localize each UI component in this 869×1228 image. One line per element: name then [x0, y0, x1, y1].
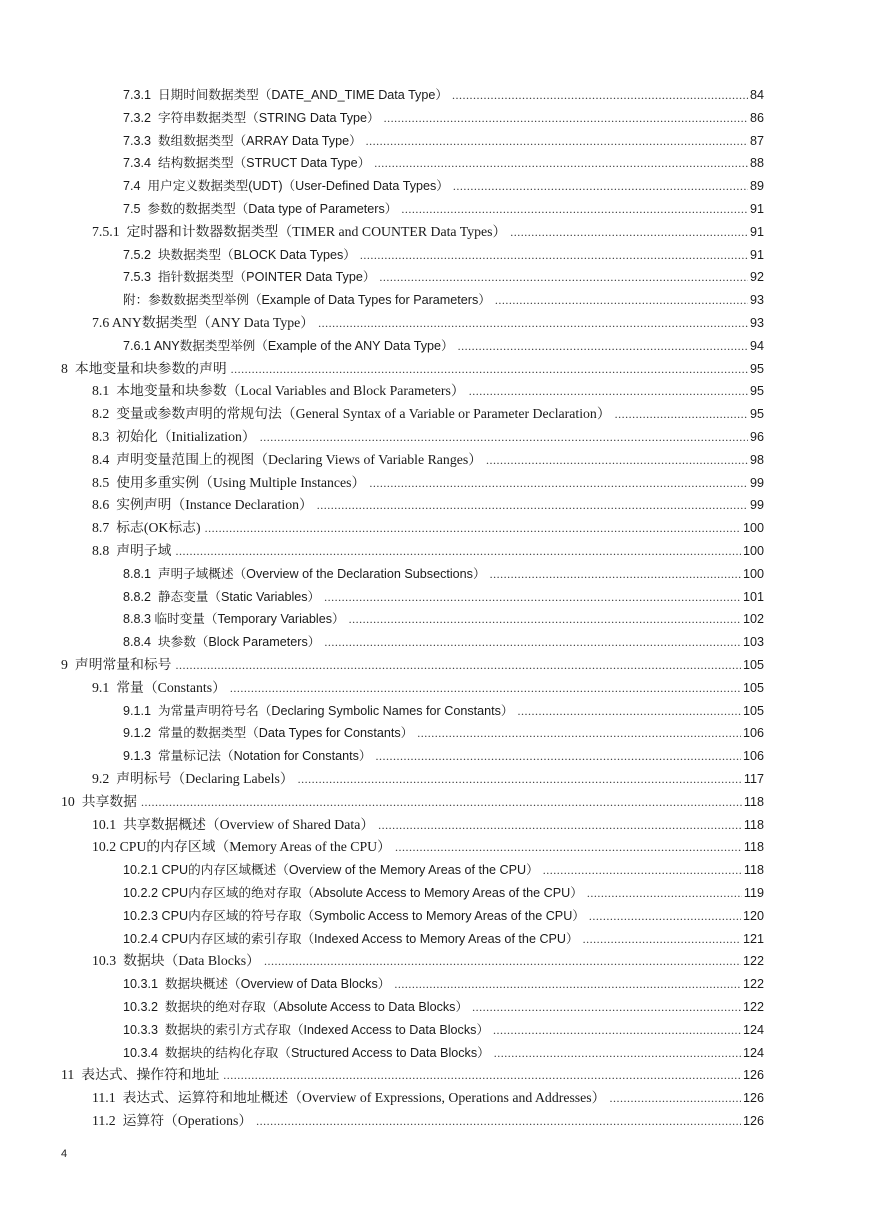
toc-entry-title: 块参数（Block Parameters） — [158, 635, 321, 650]
toc-entry-title: 10.2.1 CPU的内存区域概述（Overview of the Memory Areas of the CPU） — [123, 863, 539, 878]
dot-leader — [375, 745, 741, 767]
toc-entry[interactable] — [123, 700, 764, 722]
toc-entry[interactable] — [123, 107, 764, 129]
toc-entry[interactable] — [123, 1019, 764, 1041]
dot-leader — [317, 494, 748, 516]
toc-entry-number: 10.3.2 — [123, 1000, 159, 1014]
dot-leader — [366, 130, 748, 152]
toc-entry-title: 实例声明（Instance Declaration） — [116, 497, 313, 513]
toc-entry-page: 86 — [749, 110, 764, 125]
toc-entry-page: 120 — [742, 908, 764, 923]
toc-entry-page: 96 — [749, 430, 764, 444]
toc-entry-number: 9.1.3 — [123, 749, 152, 764]
dot-leader — [264, 950, 741, 972]
toc-entry-number: 8 — [61, 360, 68, 376]
dot-leader — [472, 996, 741, 1018]
dot-leader — [230, 677, 741, 699]
toc-entry[interactable] — [123, 905, 764, 927]
toc-entry[interactable] — [92, 814, 764, 836]
toc-entry-page: 106 — [742, 749, 764, 764]
toc-entry-title: 共享数据概述（Overview of Shared Data） — [123, 816, 375, 832]
toc-entry[interactable] — [123, 722, 764, 744]
toc-entry-page: 84 — [749, 88, 764, 102]
toc-entry[interactable] — [123, 996, 764, 1018]
dot-leader — [589, 905, 741, 927]
toc-entry-page: 94 — [749, 338, 764, 353]
toc-entry-number: 8.8.1 — [123, 566, 152, 581]
toc-entry-page: 105 — [742, 680, 764, 695]
toc-entry-page: 117 — [743, 772, 764, 786]
dot-leader — [395, 836, 742, 858]
dot-leader — [298, 768, 742, 790]
toc-entry[interactable] — [92, 540, 764, 562]
toc-entry-number: 7.4 — [123, 179, 141, 194]
dot-leader — [453, 175, 748, 197]
toc-entry-page: 105 — [742, 658, 764, 672]
toc-entry-title: 常量（Constants） — [116, 679, 226, 695]
toc-entry-number: 8.5 — [92, 474, 110, 490]
toc-entry[interactable] — [123, 198, 764, 220]
dot-leader — [587, 882, 742, 904]
toc-entry-number: 7.3.4 — [123, 156, 152, 171]
toc-entry[interactable] — [123, 289, 764, 311]
toc-entry-page: 100 — [742, 566, 764, 581]
toc-entry-page: 122 — [742, 954, 764, 969]
toc-entry-number: 9.1 — [92, 679, 110, 695]
toc-entry-number: 7.3.2 — [123, 110, 152, 125]
toc-entry-title: 数据块（Data Blocks） — [123, 953, 260, 969]
dot-leader — [452, 84, 748, 106]
toc-entry-title: 本地变量和块参数（Local Variables and Block Parameters） — [116, 383, 465, 399]
toc-entry-title: 用户定义数据类型(UDT)（User-Defined Data Types） — [147, 179, 449, 194]
toc-entry-title: 10.2.3 CPU内存区域的符号存取（Symbolic Access to Memory Areas of the CPU） — [123, 908, 585, 923]
toc-entry-title: 块数据类型（BLOCK Data Types） — [158, 247, 356, 262]
toc-entry[interactable] — [123, 1042, 764, 1064]
toc-entry[interactable] — [92, 836, 764, 858]
toc-entry-page: 89 — [749, 179, 764, 194]
toc-entry-title: 常量的数据类型（Data Types for Constants） — [158, 726, 414, 741]
toc-entry-number: 8.8 — [92, 543, 110, 558]
dot-leader — [493, 1019, 741, 1041]
dot-leader — [256, 1110, 741, 1132]
toc-entry-title: 8.8.3 临时变量（Temporary Variables） — [123, 612, 345, 627]
toc-entry[interactable] — [123, 244, 764, 266]
toc-entry-number: 8.2 — [92, 406, 110, 422]
toc-entry-page: 124 — [742, 1022, 764, 1037]
toc-entry-title: 声明变量范围上的视图（Declaring Views of Variable Ranges） — [116, 451, 483, 467]
toc-entry[interactable] — [92, 950, 764, 972]
toc-entry[interactable] — [123, 152, 764, 174]
toc-entry[interactable] — [92, 312, 764, 334]
toc-entry[interactable] — [92, 221, 764, 243]
toc-entry-title: 参数的数据类型（Data type of Parameters） — [147, 202, 398, 216]
toc-entry-title: 数据块概述（Overview of Data Blocks） — [165, 977, 391, 992]
toc-entry-title: 常量标记法（Notation for Constants） — [158, 749, 372, 764]
toc-entry-page: 99 — [749, 475, 764, 490]
toc-entry-title: 声明常量和标号 — [74, 657, 172, 672]
toc-entry-number: 10.3.4 — [123, 1045, 159, 1060]
toc-entry-page: 87 — [749, 133, 764, 148]
toc-entry-page: 98 — [749, 452, 764, 467]
toc-entry-number: 7.5.3 — [123, 270, 152, 285]
toc-entry-number: 8.3 — [92, 429, 110, 444]
toc-entry-page: 118 — [743, 863, 764, 878]
dot-leader — [378, 814, 742, 836]
toc-entry-page: 118 — [743, 794, 764, 809]
toc-entry-page: 91 — [749, 224, 764, 239]
dot-leader — [374, 152, 748, 174]
toc-entry-page: 91 — [749, 202, 764, 216]
toc-entry-number: 7.3.3 — [123, 133, 152, 148]
toc-entry-title: 运算符（Operations） — [122, 1113, 253, 1128]
toc-entry[interactable] — [123, 882, 764, 904]
toc-entry[interactable] — [123, 586, 764, 608]
toc-entry-title: 变量或参数声明的常规句法（General Syntax of a Variable or Parameter Declaration） — [116, 406, 611, 422]
toc-entry-number: 10 — [61, 793, 75, 809]
toc-entry[interactable] — [123, 928, 764, 950]
toc-entry-number: 8.1 — [92, 383, 110, 399]
dot-leader — [324, 631, 741, 653]
toc-entry-page: 99 — [749, 498, 764, 513]
toc-entry-title: 标志(OK标志) — [116, 520, 201, 536]
toc-entry-number: 8.7 — [92, 520, 110, 536]
toc-entry-number: 8.8.4 — [123, 635, 152, 650]
toc-entry-title: 声明标号（Declaring Labels） — [116, 771, 294, 786]
toc-entry-title: 本地变量和块参数的声明 — [74, 360, 227, 376]
toc-entry[interactable] — [92, 426, 764, 448]
toc-entry-number: 9.1.2 — [123, 726, 152, 741]
toc-entry-number: 11 — [61, 1067, 75, 1083]
dot-leader — [518, 700, 741, 722]
toc-entry[interactable] — [123, 175, 764, 197]
toc-entry-page: 122 — [742, 1000, 764, 1014]
toc-entry-number: 9.2 — [92, 771, 110, 786]
toc-entry-page: 100 — [742, 521, 764, 536]
toc-entry[interactable] — [123, 859, 764, 881]
toc-entry-title: 静态变量（Static Variables） — [158, 589, 321, 604]
toc-entry-page: 100 — [742, 544, 764, 558]
toc-entry-page: 121 — [742, 931, 764, 946]
toc-entry-title: 结构数据类型（STRUCT Data Type） — [158, 156, 371, 171]
toc-entry-number: 8.4 — [92, 451, 110, 467]
toc-entry-page: 95 — [749, 384, 764, 399]
toc-entry[interactable] — [123, 608, 764, 630]
toc-entry-page: 101 — [742, 589, 764, 604]
toc-entry[interactable] — [123, 563, 764, 585]
toc-entry-page: 105 — [742, 703, 764, 718]
dot-leader — [543, 859, 742, 881]
dot-leader — [486, 449, 748, 471]
toc-entry-title: 定时器和计数器数据类型（TIMER and COUNTER Data Types） — [126, 223, 507, 239]
toc-entry-number: 8.8.2 — [123, 589, 152, 604]
toc-entry-page: 103 — [742, 635, 764, 650]
toc-entry-title: 附：参数数据类型举例（Example of Data Types for Parameters） — [123, 293, 491, 308]
dot-leader — [417, 722, 741, 744]
toc-entry[interactable] — [61, 358, 764, 380]
dot-leader — [379, 266, 748, 288]
toc-entry[interactable] — [92, 1087, 764, 1109]
toc-entry[interactable] — [61, 654, 764, 676]
toc-entry-page: 91 — [749, 247, 764, 262]
toc-entry-number: 7.5.1 — [92, 223, 120, 239]
toc-entry-title: 日期时间数据类型（DATE_AND_TIME Data Type） — [158, 88, 448, 102]
toc-entry[interactable] — [92, 677, 764, 699]
dot-leader — [175, 654, 741, 676]
toc-entry-title: 为常量声明符号名（Declaring Symbolic Names for Constants） — [158, 703, 514, 718]
toc-entry-page: 126 — [742, 1091, 764, 1106]
toc-entry-title: 指针数据类型（POINTER Data Type） — [158, 270, 376, 285]
toc-entry-page: 93 — [749, 316, 764, 330]
dot-leader — [318, 312, 748, 334]
toc-entry-page: 102 — [742, 612, 764, 627]
dot-leader — [231, 358, 748, 380]
toc-entry[interactable] — [92, 449, 764, 471]
toc-entry-page: 106 — [742, 726, 764, 741]
toc-entry-title: 共享数据 — [81, 793, 137, 809]
toc-entry-page: 93 — [749, 293, 764, 308]
toc-entry[interactable] — [123, 130, 764, 152]
toc-entry-page: 119 — [743, 886, 764, 900]
toc-entry-page: 126 — [742, 1068, 764, 1083]
toc-entry[interactable] — [61, 1064, 764, 1086]
dot-leader — [490, 563, 741, 585]
toc-entry-title: 10.2 CPU的内存区域（Memory Areas of the CPU） — [92, 839, 391, 855]
toc-entry[interactable] — [123, 84, 764, 106]
dot-leader — [260, 426, 748, 448]
dot-leader — [384, 107, 748, 129]
dot-leader — [609, 1087, 741, 1109]
dot-leader — [141, 791, 742, 813]
toc-entry[interactable] — [123, 631, 764, 653]
dot-leader — [223, 1064, 741, 1086]
toc-entry-title: 数据块的索引方式存取（Indexed Access to Data Blocks） — [165, 1022, 490, 1037]
toc-entry[interactable] — [123, 266, 764, 288]
toc-entry-title: 7.6 ANY数据类型（ANY Data Type） — [92, 315, 315, 330]
toc-entry-page: 88 — [749, 156, 764, 171]
toc-entry[interactable] — [92, 472, 764, 494]
toc-entry-page: 118 — [743, 840, 764, 855]
toc-entry-title: 使用多重实例（Using Multiple Instances） — [116, 474, 366, 490]
dot-leader — [458, 335, 748, 357]
toc-entry[interactable] — [92, 403, 764, 425]
dot-leader — [394, 973, 741, 995]
dot-leader — [175, 540, 741, 562]
dot-leader — [324, 586, 741, 608]
toc-entry-number: 7.3.1 — [123, 88, 152, 102]
toc-entry[interactable] — [92, 768, 764, 790]
toc-entry-page: 92 — [749, 270, 764, 285]
toc-entry-number: 8.6 — [92, 497, 110, 513]
toc-entry[interactable] — [92, 494, 764, 516]
toc-entry-page: 95 — [749, 361, 764, 376]
toc-entry[interactable] — [92, 1110, 764, 1132]
toc-entry-title: 10.2.4 CPU内存区域的索引存取（Indexed Access to Memory Areas of the CPU） — [123, 931, 579, 946]
toc-entry-page: 124 — [742, 1045, 764, 1060]
toc-entry-number: 11.1 — [92, 1090, 116, 1106]
dot-leader — [369, 472, 748, 494]
toc-entry-title: 声明子域概述（Overview of the Declaration Subsections） — [158, 566, 486, 581]
dot-leader — [205, 517, 741, 539]
toc-entry-page: 95 — [749, 407, 764, 422]
page-number: 4 — [61, 1148, 68, 1160]
toc-entry[interactable] — [61, 791, 764, 813]
toc-entry-title: 10.2.2 CPU内存区域的绝对存取（Absolute Access to Memory Areas of the CPU） — [123, 886, 583, 900]
toc-entry-number: 10.1 — [92, 816, 117, 832]
toc-entry-title: 声明子域 — [116, 543, 172, 558]
toc-entry-number: 9.1.1 — [123, 703, 152, 718]
toc-entry-title: 字符串数据类型（STRING Data Type） — [158, 110, 380, 125]
toc-entry-title: 数据块的结构化存取（Structured Access to Data Blocks） — [165, 1045, 490, 1060]
dot-leader — [510, 221, 748, 243]
toc-entry-number: 10.3 — [92, 953, 117, 969]
dot-leader — [469, 380, 748, 402]
toc-entry-number: 7.5.2 — [123, 247, 152, 262]
toc-entry-title: 表达式、运算符和地址概述（Overview of Expressions, Operations and Addresses） — [122, 1090, 606, 1106]
toc-entry-title: 数组数据类型（ARRAY Data Type） — [158, 133, 362, 148]
toc-entry[interactable] — [92, 380, 764, 402]
toc-entry-page: 122 — [742, 977, 764, 992]
toc-entry-number: 10.3.1 — [123, 977, 159, 992]
toc-entry-title: 初始化（Initialization） — [116, 429, 256, 444]
toc-entry-number: 11.2 — [92, 1113, 116, 1128]
dot-leader — [495, 289, 748, 311]
dot-leader — [494, 1042, 741, 1064]
toc-entry[interactable] — [123, 745, 764, 767]
toc-entry-number: 10.3.3 — [123, 1022, 159, 1037]
toc-entry-page: 126 — [742, 1114, 764, 1128]
dot-leader — [615, 403, 748, 425]
toc-entry[interactable] — [123, 335, 764, 357]
toc-entry[interactable] — [92, 517, 764, 539]
dot-leader — [401, 198, 748, 220]
toc-entry-title: 表达式、操作符和地址 — [81, 1067, 220, 1083]
toc-entry[interactable] — [123, 973, 764, 995]
toc-entry-number: 9 — [61, 657, 68, 672]
toc-entry-title: 7.6.1 ANY数据类型举例（Example of the ANY Data Type） — [123, 338, 454, 353]
dot-leader — [349, 608, 741, 630]
dot-leader — [360, 244, 748, 266]
toc-entry-number: 7.5 — [123, 202, 141, 216]
dot-leader — [583, 928, 741, 950]
toc-entry-page: 118 — [743, 817, 764, 832]
toc-entry-title: 数据块的绝对存取（Absolute Access to Data Blocks） — [165, 1000, 469, 1014]
